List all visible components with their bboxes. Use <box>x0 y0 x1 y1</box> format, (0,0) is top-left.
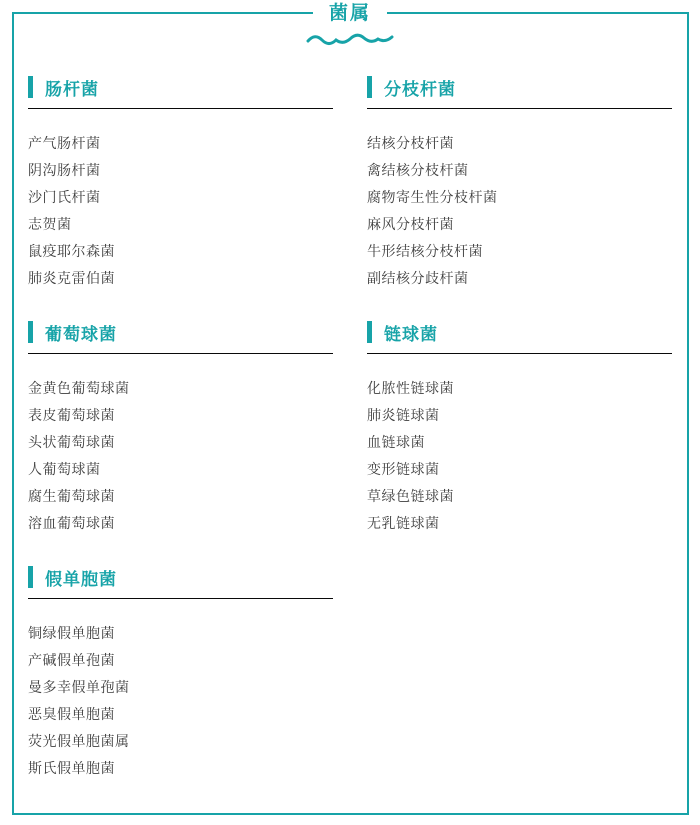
wave-decoration-icon <box>305 28 395 48</box>
section-header <box>28 73 333 101</box>
section-item-list <box>28 620 333 782</box>
list-item: 腐物寄生性分枝杆菌 <box>367 189 498 205</box>
list-item: 斯氏假单胞菌 <box>28 760 115 776</box>
section-header <box>28 318 333 346</box>
list-item: 金黄色葡萄球菌 <box>28 380 130 396</box>
list-item: 产气肠杆菌 <box>28 135 101 151</box>
section-item-list <box>367 375 672 537</box>
section-heading: 假单胞菌 <box>45 569 117 589</box>
section-streptococcus <box>367 318 672 537</box>
section-heading: 分枝杆菌 <box>384 79 456 99</box>
section-enterobacter <box>28 73 333 292</box>
section-accent-bar <box>28 566 33 588</box>
section-pseudomonas <box>28 563 333 782</box>
section-item-list <box>28 375 333 537</box>
section-divider <box>28 353 333 354</box>
section-divider <box>28 108 333 109</box>
content-grid <box>28 73 672 808</box>
section-accent-bar <box>367 321 372 343</box>
section-accent-bar <box>367 76 372 98</box>
section-heading: 肠杆菌 <box>45 79 99 99</box>
section-header <box>367 73 672 101</box>
list-item: 恶臭假单胞菌 <box>28 706 115 722</box>
page-title: 菌属 <box>313 1 387 26</box>
section-item-list <box>28 130 333 292</box>
list-item: 无乳链球菌 <box>367 515 440 531</box>
section-heading: 链球菌 <box>384 324 438 344</box>
list-item: 溶血葡萄球菌 <box>28 515 115 531</box>
list-item: 荧光假单胞菌属 <box>28 733 130 749</box>
list-item: 人葡萄球菌 <box>28 461 101 477</box>
list-item: 变形链球菌 <box>367 461 440 477</box>
section-accent-bar <box>28 76 33 98</box>
list-item: 禽结核分枝杆菌 <box>367 162 469 178</box>
list-item: 鼠疫耶尔森菌 <box>28 243 115 259</box>
list-item: 铜绿假单胞菌 <box>28 625 115 641</box>
list-item: 血链球菌 <box>367 434 425 450</box>
list-item: 麻风分枝杆菌 <box>367 216 454 232</box>
section-heading: 葡萄球菌 <box>45 324 117 344</box>
section-divider <box>367 108 672 109</box>
list-item: 腐生葡萄球菌 <box>28 488 115 504</box>
section-header <box>28 563 333 591</box>
list-item: 沙门氏杆菌 <box>28 189 101 205</box>
section-header <box>367 318 672 346</box>
list-item: 肺炎克雷伯菌 <box>28 270 115 286</box>
section-divider <box>28 598 333 599</box>
section-accent-bar <box>28 321 33 343</box>
list-item: 肺炎链球菌 <box>367 407 440 423</box>
section-item-list <box>367 130 672 292</box>
section-divider <box>367 353 672 354</box>
list-item: 表皮葡萄球菌 <box>28 407 115 423</box>
list-item: 化脓性链球菌 <box>367 380 454 396</box>
list-item: 结核分枝杆菌 <box>367 135 454 151</box>
list-item: 志贺菌 <box>28 216 72 232</box>
list-item: 曼多幸假单孢菌 <box>28 679 130 695</box>
list-item: 副结核分歧杆菌 <box>367 270 469 286</box>
section-mycobacterium <box>367 73 672 292</box>
list-item: 产碱假单孢菌 <box>28 652 115 668</box>
section-staphylococcus <box>28 318 333 537</box>
list-item: 草绿色链球菌 <box>367 488 454 504</box>
list-item: 牛形结核分枝杆菌 <box>367 243 483 259</box>
list-item: 阴沟肠杆菌 <box>28 162 101 178</box>
list-item: 头状葡萄球菌 <box>28 434 115 450</box>
